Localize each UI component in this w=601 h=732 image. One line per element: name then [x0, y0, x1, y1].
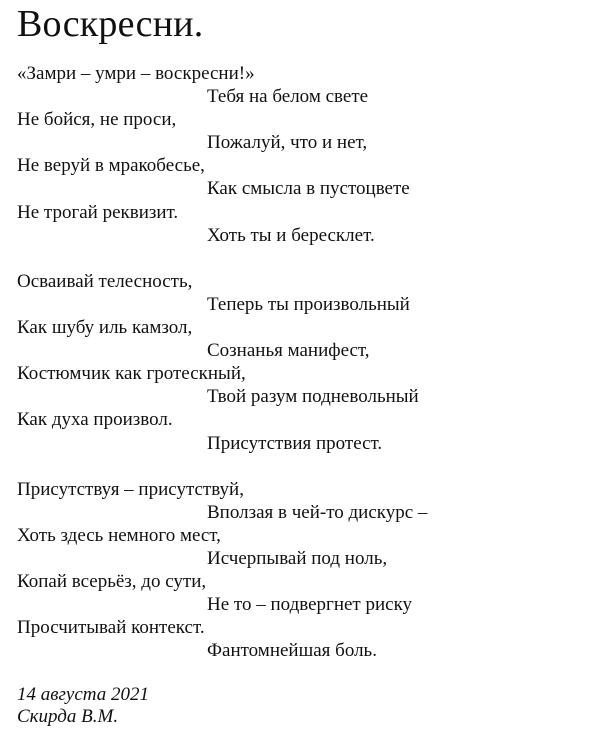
poem-line: Сознанья манифест, — [207, 340, 370, 362]
poem-line: Не веруй в мракобесье, — [17, 155, 205, 177]
poem-line: Как шубу иль камзол, — [17, 317, 193, 339]
poem-line: Хоть ты и бересклет. — [207, 224, 375, 246]
signature-block — [17, 684, 149, 728]
poem-line: Осваивай телесность, — [17, 270, 193, 292]
poem-line: Как духа произвол. — [17, 409, 173, 431]
poem-line: «Замри – умри – воскресни!» — [17, 63, 255, 84]
poem-line: Твой разум подневольный — [207, 386, 419, 408]
poem-line: Хоть здесь немного мест, — [17, 524, 221, 546]
stanza-gap — [17, 247, 597, 270]
poem-line: Копай всерьёз, до сути, — [17, 571, 207, 593]
poem-line: Костюмчик как гротескный, — [17, 363, 246, 385]
poem-date: 14 августа 2021 — [17, 684, 149, 705]
poem-body — [17, 62, 597, 662]
poem-author: Скирда В.М. — [17, 706, 119, 727]
poem-line: Просчитывай контекст. — [17, 617, 205, 639]
poem-line: Исчерпывай под ноль, — [207, 547, 388, 569]
poem-line: Пожалуй, что и нет, — [207, 132, 368, 154]
poem-title: Воскресни. — [17, 3, 204, 45]
poem-line: Не то – подвергнет риску — [207, 594, 413, 616]
poem-line: Фантомнейшая боль. — [207, 640, 377, 662]
poem-line: Вползая в чей-то дискурс – — [207, 501, 428, 523]
poem-line: Тебя на белом свете — [207, 86, 369, 108]
poem-line: Присутствуя – присутствуй, — [17, 478, 244, 500]
poem-line: Теперь ты произвольный — [207, 293, 410, 315]
poem-line: Как смысла в пустоцвете — [207, 178, 410, 200]
stanza-gap — [17, 455, 597, 478]
poem-line: Присутствия протест. — [207, 432, 383, 454]
poem-line: Не бойся, не проси, — [17, 109, 177, 131]
poem-line: Не трогай реквизит. — [17, 201, 179, 223]
